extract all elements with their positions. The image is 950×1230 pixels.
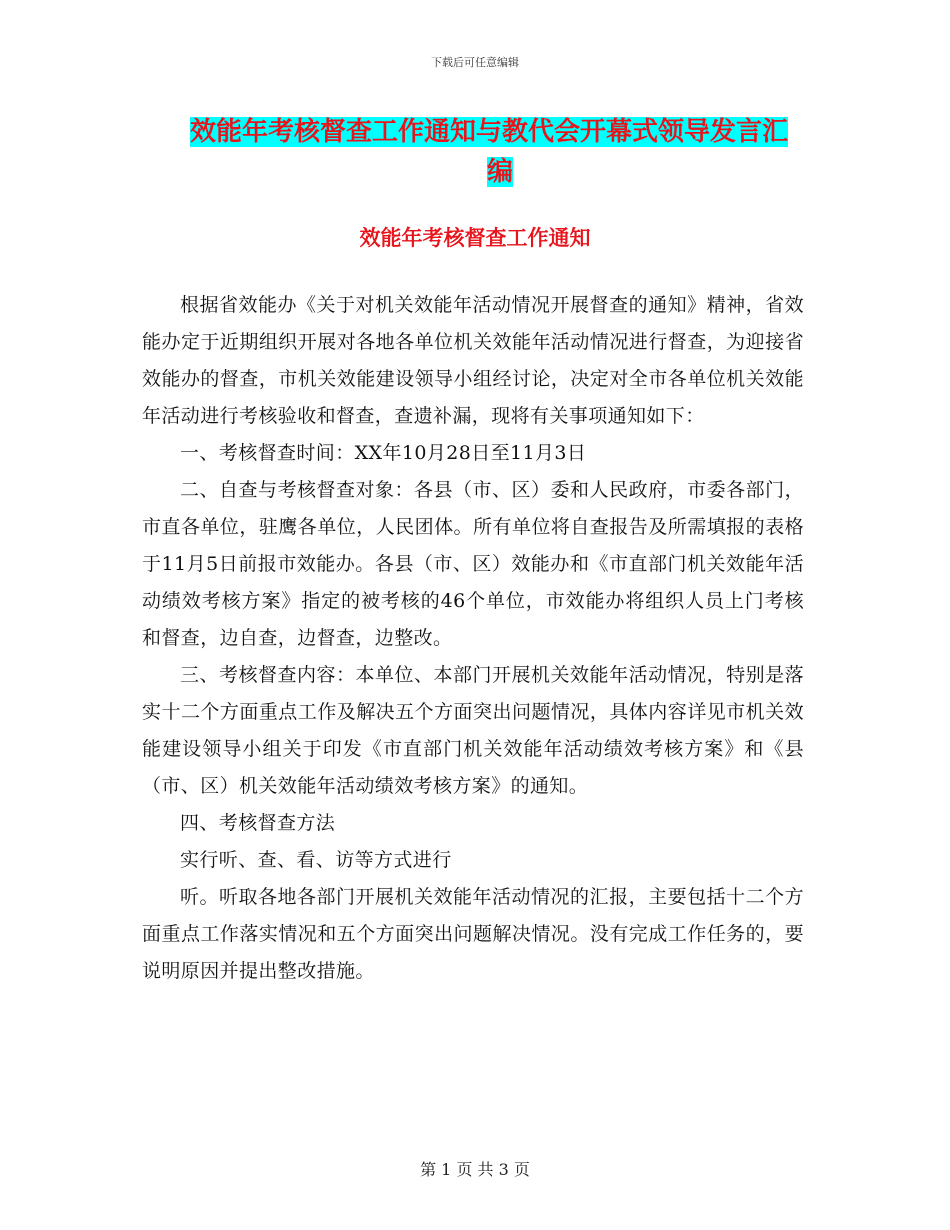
paragraph-item-1-time: 一、考核督查时间：XX年10月28日至11月3日 xyxy=(180,442,587,464)
paragraph-listen: 听。听取各地各部门开展机关效能年活动情况的汇报，主要包括十二个方面重点工作落实情况和五个方面突出问题解决情况。没有完成工作任务的，要说明原因并提出整改措施。 xyxy=(142,886,804,982)
page-number: 第 1 页 共 3 页 xyxy=(420,1160,530,1179)
paragraph-item-4-method: 四、考核督查方法 xyxy=(180,812,336,834)
section-title: 效能年考核督查工作通知 xyxy=(359,226,591,250)
paragraph-item-2-targets: 二、自查与考核督查对象：各县（市、区）委和人民政府，市委各部门，市直各单位，驻鹰各单位，人民团体。所有单位将自查报告及所需填报的表格于11月5日前报市效能办。各县（市、区）效能办和《市直部门机关效能年活动绩效考核方案》指定的被考核的46个单位，市效能办将组织人员上门考核和督查，边自查，边督查，边整改。 xyxy=(142,479,804,649)
document-title-line-2-wrapper xyxy=(190,152,810,192)
paragraph-method-summary: 实行听、查、看、访等方式进行 xyxy=(180,849,452,871)
document-title-line-2: 编 xyxy=(486,157,513,187)
paragraph-intro: 根据省效能办《关于对机关效能年活动情况开展督查的通知》精神，省效能办定于近期组织开展对各地各单位机关效能年活动情况进行督查，为迎接省效能办的督查，市机关效能建设领导小组经讨论，决定对全市各单位机关效能年活动进行考核验收和督查，查遗补漏，现将有关事项通知如下： xyxy=(142,294,804,427)
page-header-note: 下载后可任意编辑 xyxy=(431,56,519,69)
document-title xyxy=(190,112,810,192)
paragraph-item-3-content: 三、考核督查内容：本单位、本部门开展机关效能年活动情况，特别是落实十二个方面重点工作及解决五个方面突出问题情况，具体内容详见市机关效能建设领导小组关于印发《市直部门机关效能年活动绩效考核方案》和《县（市、区）机关效能年活动绩效考核方案》的通知。 xyxy=(142,664,804,797)
document-body xyxy=(142,287,804,990)
document-title-line-1: 效能年考核督查工作通知与教代会开幕式领导发言汇 xyxy=(190,117,789,147)
